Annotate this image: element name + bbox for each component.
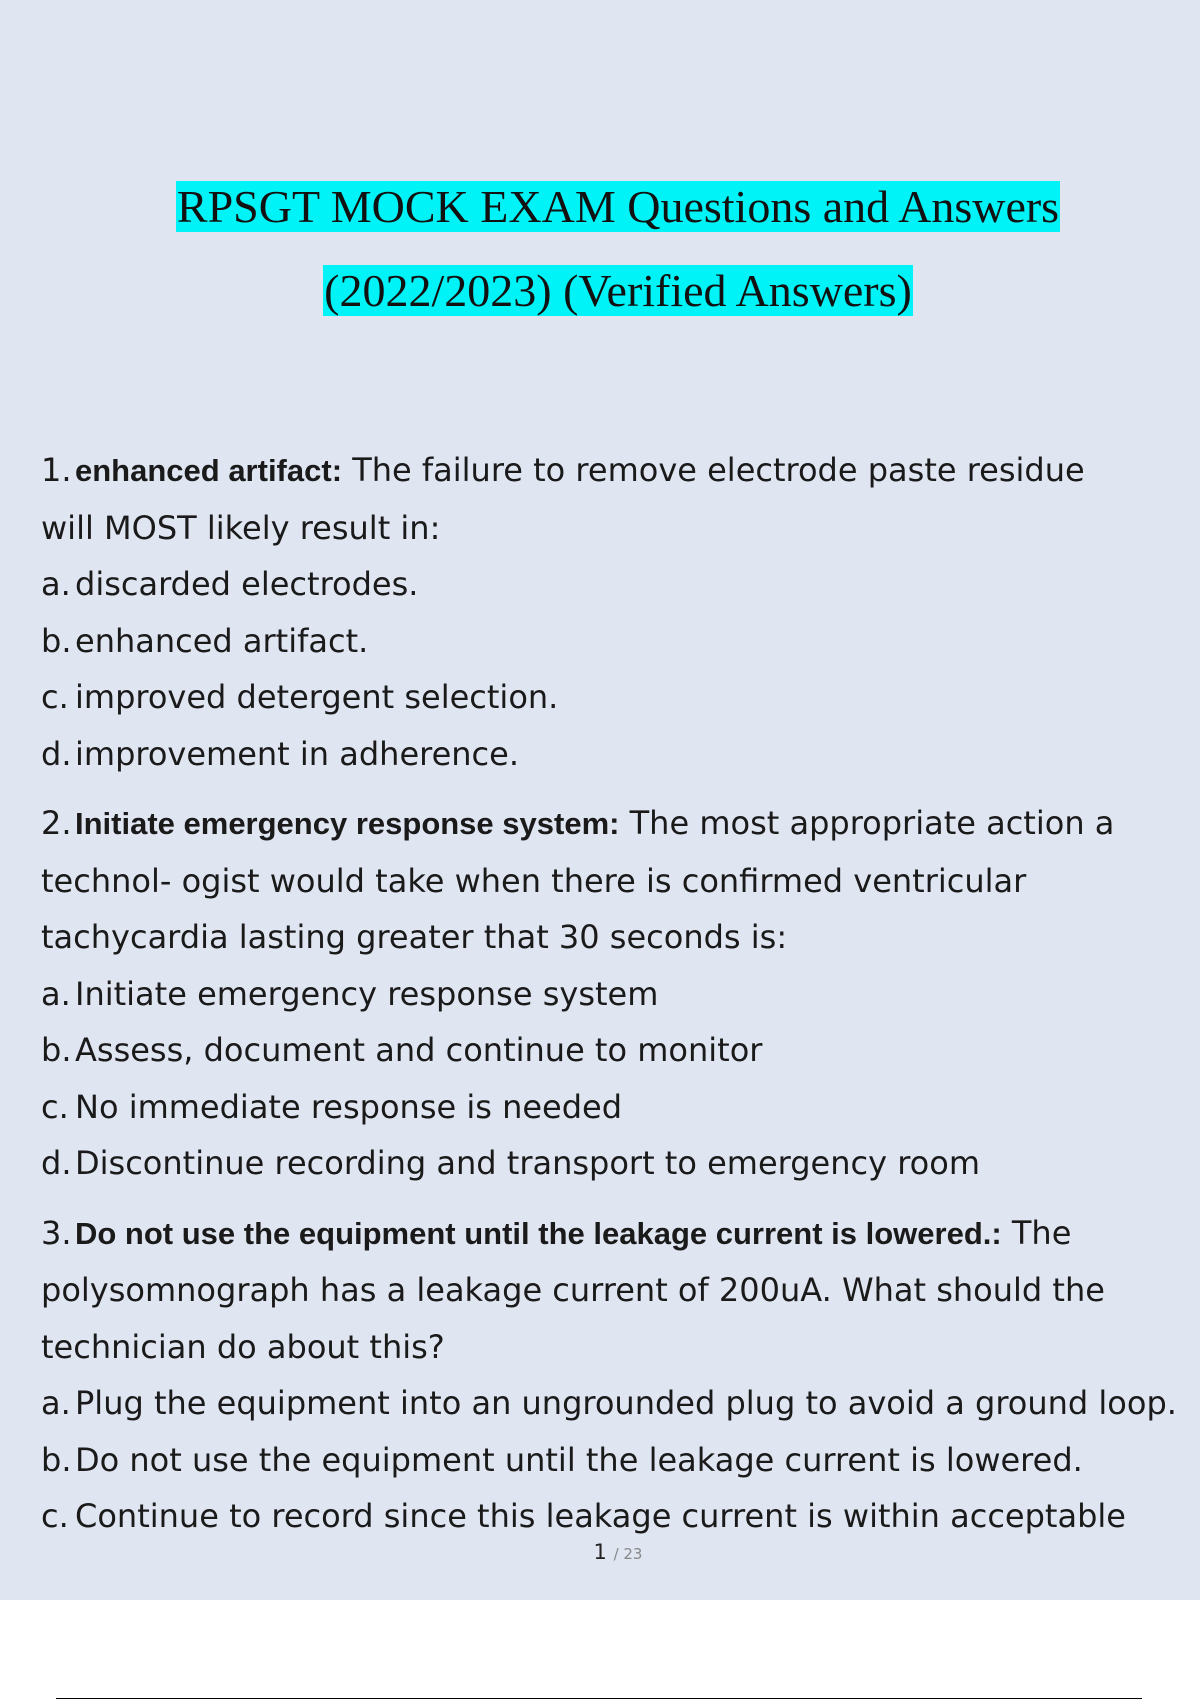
question-prompt-continued: tachycardia lasting greater that 30 seconds is: bbox=[41, 918, 788, 956]
question-answer: Initiate emergency response system: bbox=[75, 806, 620, 841]
question-prompt: The bbox=[1001, 1213, 1072, 1252]
option-letter: c. bbox=[41, 678, 69, 716]
document-title bbox=[0, 165, 1200, 333]
option-text: Continue to record since this leakage current is within acceptable bbox=[75, 1497, 1126, 1535]
option-c bbox=[41, 669, 1191, 726]
question-prompt-continued: will MOST likely result in: bbox=[41, 508, 441, 547]
question-3 bbox=[41, 1205, 1191, 1545]
option-text: Plug the equipment into an ungrounded plug to avoid a ground loop. bbox=[75, 1384, 1177, 1422]
option-letter: a. bbox=[41, 974, 71, 1013]
question-prompt: The most appropriate action a bbox=[619, 804, 1115, 842]
option-letter: a. bbox=[41, 1384, 71, 1422]
question-1 bbox=[41, 442, 1191, 782]
option-b bbox=[41, 1022, 1191, 1079]
option-d bbox=[41, 1135, 1191, 1192]
option-d bbox=[41, 726, 1191, 783]
bottom-divider bbox=[56, 1698, 1142, 1699]
option-c bbox=[41, 1079, 1191, 1136]
option-text: improved detergent selection. bbox=[75, 678, 559, 716]
option-letter: a. bbox=[41, 565, 71, 603]
question-answer: enhanced artifact: bbox=[75, 453, 343, 488]
option-letter: d. bbox=[41, 1144, 72, 1182]
option-text: Do not use the equipment until the leakage current is lowered. bbox=[75, 1440, 1083, 1479]
title-line-2: (2022/2023) (Verified Answers) bbox=[324, 265, 912, 316]
page-total: / 23 bbox=[613, 1545, 643, 1563]
option-b bbox=[41, 1432, 1191, 1489]
question-list bbox=[41, 442, 1191, 1558]
page-indicator bbox=[0, 1540, 1200, 1564]
option-text: Initiate emergency response system bbox=[75, 974, 659, 1013]
page-current: 1 bbox=[593, 1540, 607, 1564]
question-prompt-continued: technician do about this? bbox=[41, 1327, 445, 1366]
option-letter: b. bbox=[41, 621, 72, 660]
option-letter: b. bbox=[41, 1440, 72, 1479]
option-a bbox=[41, 556, 1191, 613]
option-letter: c. bbox=[41, 1087, 69, 1126]
option-text: No immediate response is needed bbox=[75, 1087, 623, 1126]
option-letter: b. bbox=[41, 1031, 72, 1069]
option-letter: c. bbox=[41, 1497, 69, 1535]
option-c bbox=[41, 1488, 1191, 1545]
question-2 bbox=[41, 795, 1191, 1192]
title-line-1: RPSGT MOCK EXAM Questions and Answers bbox=[176, 181, 1060, 232]
question-number: 1. bbox=[41, 451, 72, 489]
question-prompt: The failure to remove electrode paste residue bbox=[342, 451, 1085, 489]
option-a bbox=[41, 966, 1191, 1023]
option-letter: d. bbox=[41, 734, 72, 773]
option-text: improvement in adherence. bbox=[75, 734, 519, 773]
option-text: enhanced artifact. bbox=[75, 621, 369, 660]
question-prompt-continued: polysomnograph has a leakage current of 200uA. What should the bbox=[41, 1271, 1105, 1309]
option-text: Discontinue recording and transport to emergency room bbox=[75, 1144, 980, 1182]
question-answer: Do not use the equipment until the leakage current is lowered.: bbox=[75, 1215, 1002, 1251]
option-text: Assess, document and continue to monitor bbox=[75, 1031, 763, 1069]
question-number: 2. bbox=[41, 804, 72, 842]
option-text: discarded electrodes. bbox=[75, 565, 419, 603]
option-b bbox=[41, 613, 1191, 670]
question-prompt-continued: technol- ogist would take when there is confirmed ventricular bbox=[41, 861, 1027, 900]
option-a bbox=[41, 1375, 1191, 1432]
question-number: 3. bbox=[41, 1213, 72, 1252]
